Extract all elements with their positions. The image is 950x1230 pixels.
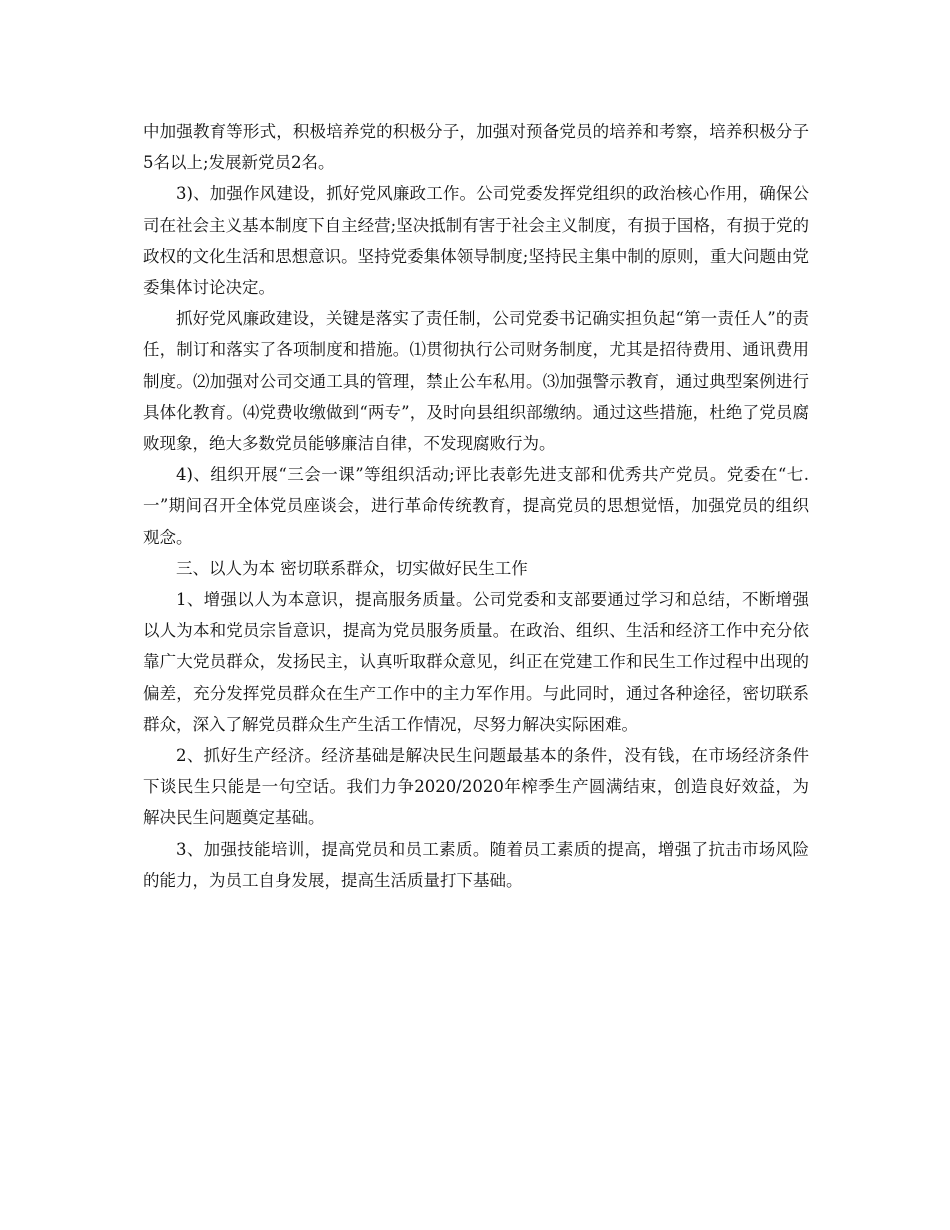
paragraph-organization-activities: 4)、组织开展“三会一课”等组织活动;评比表彰先进支部和优秀共产党员。党委在“七.一”期间召开全体党员座谈会，进行革命传统教育，提高党员的思想觉悟，加强党员的组织观念。	[143, 465, 809, 547]
section-heading-people-oriented: 三、以人为本 密切联系群众，切实做好民生工作	[176, 558, 528, 578]
paragraph-continuation: 中加强教育等形式，积极培养党的积极分子，加强对预备党员的培养和考察，培养积极分子5名以上;发展新党员2名。	[143, 122, 809, 173]
paragraph-style-building: 3)、加强作风建设，抓好党风廉政工作。公司党委发挥党组织的政治核心作用，确保公司在社会主义基本制度下自主经营;坚决抵制有害于社会主义制度，有损于国格，有损于党的政权的文化生活和思想意识。坚持党委集体领导制度;坚持民主集中制的原则，重大问题由党委集体讨论决定。	[143, 184, 809, 298]
paragraph-anti-corruption: 抓好党风廉政建设，关键是落实了责任制，公司党委书记确实担负起“第一责任人”的责任，制订和落实了各项制度和措施。⑴贯彻执行公司财务制度，尤其是招待费用、通讯费用制度。⑵加强对公司交通工具的管理，禁止公车私用。⑶加强警示教育，通过典型案例进行具体化教育。⑷党费收缴做到“两专”，及时向县组织部缴纳。通过这些措施，杜绝了党员腐败现象，绝大多数党员能够廉洁自律，不发现腐败行为。	[143, 309, 809, 454]
document-body	[143, 116, 809, 896]
paragraph-skills-training: 3、加强技能培训，提高党员和员工素质。随着员工素质的提高，增强了抗击市场风险的能力，为员工自身发展，提高生活质量打下基础。	[143, 839, 809, 890]
paragraph-production-economy: 2、抓好生产经济。经济基础是解决民生问题最基本的条件，没有钱，在市场经济条件下谈民生只能是一句空话。我们力争2020/2020年榨季生产圆满结束，创造良好效益，为解决民生问题奠定基础。	[143, 746, 809, 828]
paragraph-service-quality: 1、增强以人为本意识，提高服务质量。公司党委和支部要通过学习和总结，不断增强以人为本和党员宗旨意识，提高为党员服务质量。在政治、组织、生活和经济工作中充分依靠广大党员群众，发扬民主，认真听取群众意见，纠正在党建工作和民生工作过程中出现的偏差，充分发挥党员群众在生产工作中的主力军作用。与此同时，通过各种途径，密切联系群众，深入了解党员群众生产生活工作情况，尽努力解决实际困难。	[143, 590, 809, 734]
